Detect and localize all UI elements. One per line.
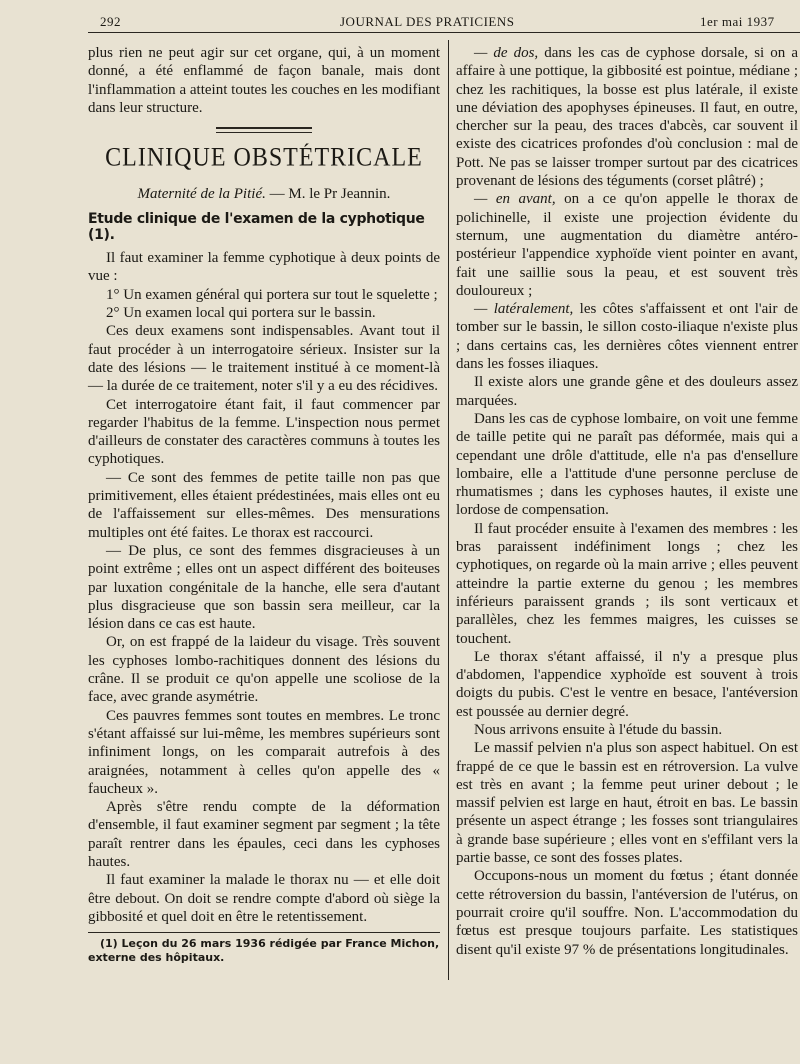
paragraph-lead: — de dos, [474,45,539,61]
paragraph: Ces pauvres femmes sont toutes en membres. Le tronc s'étant affaissé sur lui-même, les membres supérieurs sont infiniment longs, on les comparait autrefois à des araignées, notamment à celles qu'on appelle des « faucheux ». [88,707,440,797]
paragraph: — De plus, ce sont des femmes disgracieuses à un point extrême ; elles ont un aspect différent des boiteuses par luxation congénitale de la hanche, elle sera d'autant plus disgracieuse que son bassin sera meilleur, car la lésion dans ce cas est haute. [88,542,440,633]
paragraph [456,190,798,300]
paragraph: Après s'être rendu compte de la déformation d'ensemble, il faut examiner segment par segment ; la tête paraît rentrer dans les épaules, ceci dans les cyphoses hautes. [88,799,440,870]
paragraph-lead: — latéralement, [474,301,574,318]
footnote: (1) Leçon du 26 mars 1936 rédigée par France Michon, externe des hôpitaux. [88,937,440,965]
paragraph: Dans les cas de cyphose lombaire, on voit une femme de taille petite qui ne paraît pas déformée, mais qui a cependant une drôle d'attitude, elle n'a pas d'ensellure lombaire, elle a l'attitude d'une personne percluse de rhumatismes ; dans les cyphoses hautes, il existe une lordose de compensation. [456,410,798,519]
journal-title: JOURNAL DES PRATICIENS [340,14,515,29]
paragraph: Cet interrogatoire étant fait, il faut commencer par regarder l'habitus de la femme. L'inspection nous permet d'ailleurs de constater des caractères communs à toutes les cyphotiques. [88,396,440,468]
paragraph: 2° Un examen local qui portera sur le bassin. [106,305,376,322]
paragraph: Il faut examiner la malade le thorax nu — et elle doit être debout. On doit se rendre compte d'abord où siège la gibbosité et quel doit en être le retentissement. [88,872,440,925]
right-column [456,44,798,959]
left-column [88,44,440,965]
paragraph: Nous arrivons ensuite à l'étude du bassin. [474,721,723,738]
paragraph [456,44,798,190]
paragraph-lead: — en avant, [474,191,556,208]
paragraph: Le thorax s'étant affaissé, il n'y a presque plus d'abdomen, l'appendice xyphoïde est souvent à trois doigts du pubis. C'est le ventre en besace, l'antéversion est poussée au dernier degré. [456,648,798,720]
page-number: 292 [100,14,121,29]
paragraph-text: dans les cas de cyphose dorsale, si on a affaire à une pottique, la gibbosité est pointue, médiane ; chez les rachitiques, la bosse est plus latérale, il existe une déviation des apophyses épineuses. Il faut, en outre, chercher sur la peau, des traces d'abcès, car souvent il existe des cicatrices profondes d'où conclusion : mal de Pott. Ne pas se laisser tromper surtout par des cicatrices provenant de lésions des téguments (corset plâtré) ; [456,45,798,190]
paragraph: Occupons-nous un moment du fœtus ; étant donnée cette rétroversion du bassin, l'antéversion de l'utérus, on pourrait croire qu'il souffre. Non. L'accommodation du fœtus est presque toujours parfaite. Les statistiques disent qu'il existe 97 % de présentations longitudinales. [456,868,798,958]
paragraph: Il faut examiner la femme cyphotique à deux points de vue : [88,250,440,285]
issue-date: 1er mai 1937 [700,14,775,29]
header-rule [88,32,800,33]
byline-place: Maternité de la Pitié. [137,186,266,203]
paragraph: Il faut procéder ensuite à l'examen des membres : les bras paraissent indéfiniment longs ; chez les cyphotiques, on regarde où la main arrive ; elles peuvent atteindre la partie externe du genou ; les membres inférieurs paraissent grands ; ils sont verticaux et parallèles, chez les femmes maigres, les cuisses se touchent. [456,520,798,647]
footnote-rule [88,932,440,933]
byline-author: — M. le Pr Jeannin. [265,186,391,203]
paragraph: Ces deux examens sont indispensables. Avant tout il faut procéder à un interrogatoire sérieux. Insister sur la date des lésions — le traitement institué à ce moment-là — la durée de ce traitement, noter s'il y a eu des récidives. [88,323,440,395]
column-divider [448,40,449,980]
article-title: Etude clinique de l'examen de la cyphotique (1). [88,211,425,244]
paragraph-text: les côtes s'affaissent et ont l'air de tomber sur le bassin, le sillon costo-iliaque n'existe plus ; dans certains cas, les dernières côtes viennent entrer dans les fosses iliaques. [456,301,798,373]
article-byline [88,186,440,203]
paragraph: Il existe alors une grande gêne et des douleurs assez marquées. [456,374,798,409]
paragraph: Or, on est frappé de la laideur du visage. Très souvent les cyphoses lombo-rachitiques donnent des lésions du crâne. Il se produit ce qu'on appelle une scoliose de la face, avec grande asymétrie. [88,634,440,706]
previous-article-ending: plus rien ne peut agir sur cet organe, qui, à un moment donné, a été enflammé de façon banale, mais dont l'inflammation a atteint toutes les couches en les modifiant dans leur structure. [88,45,440,116]
paragraph: — Ce sont des femmes de petite taille non pas que primitivement, elles étaient prédestinées, mais elles ont eu de l'affaissement sur elles-mêmes. Des mensurations multiples ont été faites. Le thorax est raccourci. [88,469,440,541]
section-title: CLINIQUE OBSTÉTRICALE [105,143,423,173]
paragraph: Le massif pelvien n'a plus son aspect habituel. On est frappé de ce que le bassin est en rétroversion. La vulve est très en avant ; la femme peut uriner debout ; le massif pelvien est large en haut, étroit en bas. Le bassin présente un aspect étrange ; les fosses sont triangulaires à grande base supérieure ; elles vont en s'effilant vers la partie basse, ce sont des fosses plates. [456,740,798,867]
paragraph [456,300,798,373]
section-separator [216,127,312,133]
paragraph-text: on a ce qu'on appelle le thorax de polichinelle, il existe une projection évidente du sternum, une augmentation du diamètre antéro-postérieur l'appendice xyphoïde vient pointer en avant, fait une saillie sous la peau, et est souvent très douloureux ; [456,191,798,299]
left-body [88,249,440,926]
running-head [100,12,790,34]
paragraph: 1° Un examen général qui portera sur tout le squelette ; [106,286,438,303]
